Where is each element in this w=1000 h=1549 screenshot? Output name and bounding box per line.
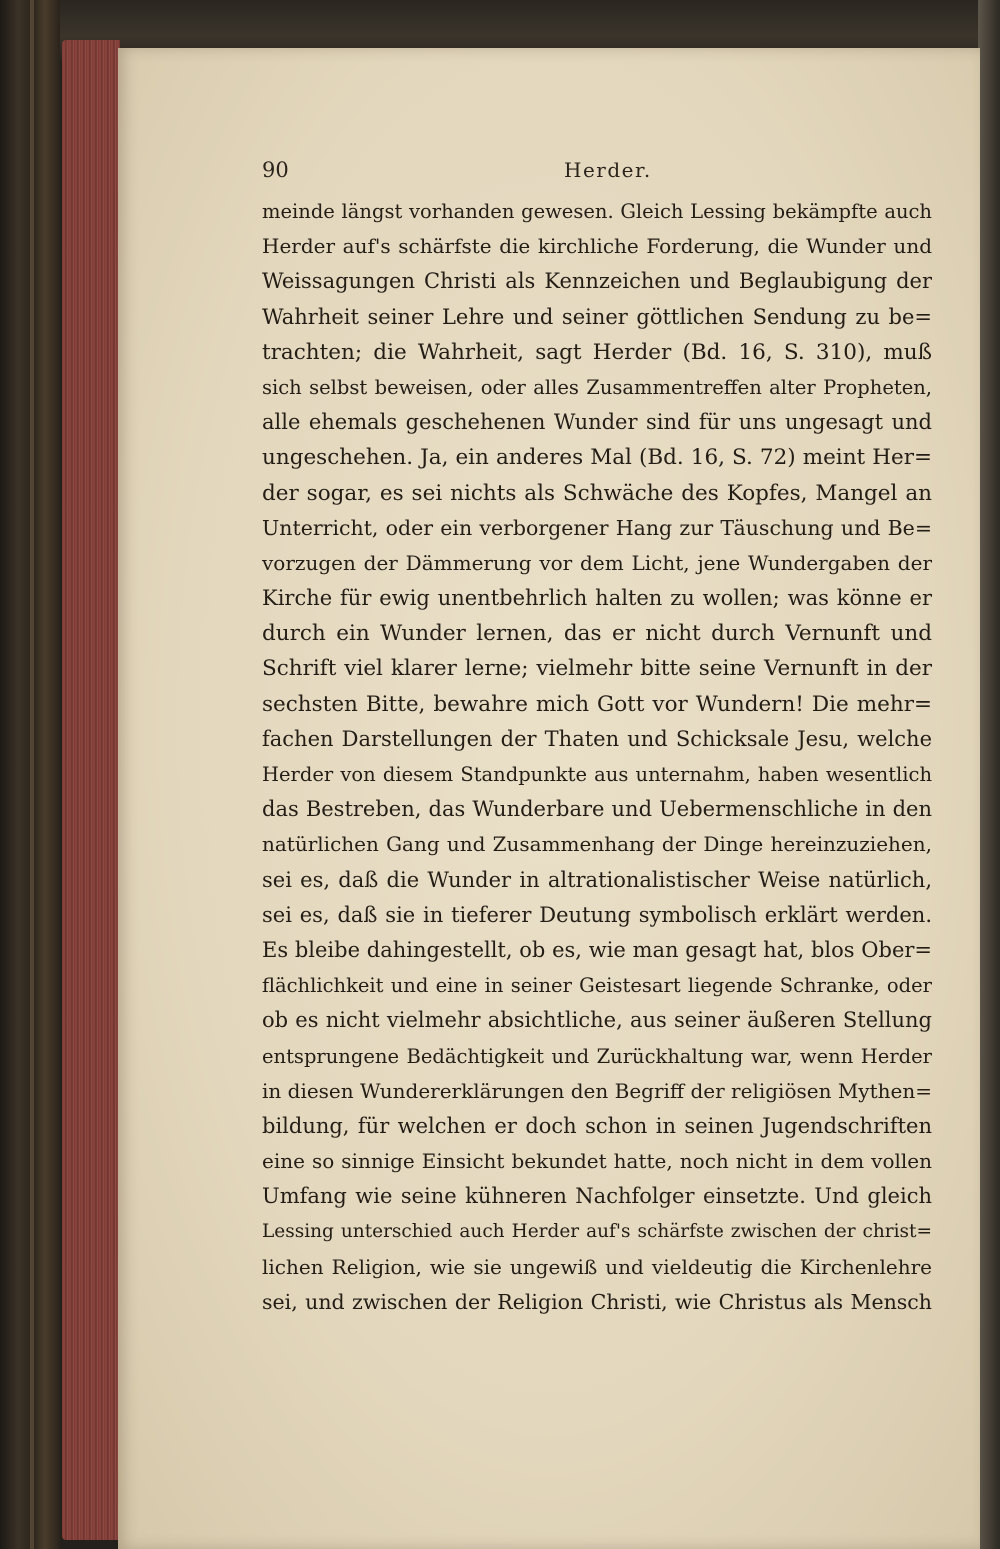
text-line: sich selbst beweisen, oder alles Zusammentreffen alter Propheten, [262, 375, 932, 399]
text-line: alle ehemals geschehenen Wunder sind für uns ungesagt und [262, 410, 932, 435]
text-line: Schrift viel klarer lerne; vielmehr bitte seine Vernunft in der [262, 656, 932, 682]
text-line: Herder auf's schärfste die kirchliche Forderung, die Wunder und [262, 234, 932, 259]
right-edge [978, 0, 1000, 1549]
text-line: eine so sinnige Einsicht bekundet hatte, noch nicht in dem vollen [262, 1149, 932, 1174]
book-binding [0, 0, 60, 1549]
binding-stripe [30, 0, 34, 1549]
text-line: fachen Darstellungen der Thaten und Schicksale Jesu, welche [262, 726, 932, 751]
text-line: ob es nicht vielmehr absichtliche, aus seiner äußeren Stellung [262, 1008, 932, 1033]
page-number: 90 [262, 158, 289, 182]
page-edges [62, 40, 120, 1540]
text-line: Kirche für ewig unentbehrlich halten zu wollen; was könne er [262, 586, 932, 611]
text-line: sechsten Bitte, bewahre mich Gott vor Wundern! Die mehr= [262, 691, 932, 717]
text-line: flächlichkeit und eine in seiner Geistesart liegende Schranke, oder [262, 974, 932, 998]
text-line: natürlichen Gang und Zusammenhang der Dinge hereinzuziehen, [262, 832, 932, 857]
text-line: bildung, für welchen er doch schon in seinen Jugendschriften [262, 1113, 932, 1138]
text-line: Herder von diesem Standpunkte aus unternahm, haben wesentlich [262, 763, 932, 786]
text-line: durch ein Wunder lernen, das er nicht durch Vernunft und [262, 621, 932, 647]
text-line: meinde längst vorhanden gewesen. Gleich Lessing bekämpfte auch [262, 200, 932, 223]
text-line: Lessing unterschied auch Herder auf's schärfste zwischen der christ= [262, 1221, 932, 1243]
text-line: trachten; die Wahrheit, sagt Herder (Bd. 16, S. 310), muß [262, 339, 932, 365]
running-head: Herder. [564, 158, 652, 182]
text-line: vorzugen der Dämmerung vor dem Licht, jene Wundergaben der [262, 550, 932, 575]
text-line: Es bleibe dahingestellt, ob es, wie man gesagt hat, blos Ober= [262, 937, 932, 962]
text-line: Umfang wie seine kühneren Nachfolger einsetzte. Und gleich [262, 1184, 932, 1209]
text-line: entsprungene Bedächtigkeit und Zurückhaltung war, wenn Herder [262, 1044, 932, 1068]
text-line: Weissagungen Christi als Kennzeichen und Beglaubigung der [262, 269, 932, 294]
text-line: das Bestreben, das Wunderbare und Uebermenschliche in den [262, 797, 932, 822]
page-header [262, 158, 932, 188]
text-line: sei es, daß sie in tieferer Deutung symbolisch erklärt werden. [262, 902, 932, 927]
text-line: sei, und zwischen der Religion Christi, wie Christus als Mensch [262, 1289, 932, 1314]
text-line: ungeschehen. Ja, ein anderes Mal (Bd. 16, S. 72) meint Her= [262, 445, 932, 471]
text-line: Wahrheit seiner Lehre und seiner göttlichen Sendung zu be= [262, 304, 932, 329]
text-line: sei es, daß die Wunder in altrationalistischer Weise natürlich, [262, 867, 932, 892]
text-line: der sogar, es sei nichts als Schwäche des Kopfes, Mangel an [262, 480, 932, 506]
text-line: lichen Religion, wie sie ungewiß und vieldeutig die Kirchenlehre [262, 1254, 932, 1279]
text-line: in diesen Wundererklärungen den Begriff der religiösen Mythen= [262, 1078, 932, 1103]
body-text [262, 194, 932, 1320]
text-line: Unterricht, oder ein verborgener Hang zur Täuschung und Be= [262, 515, 932, 540]
